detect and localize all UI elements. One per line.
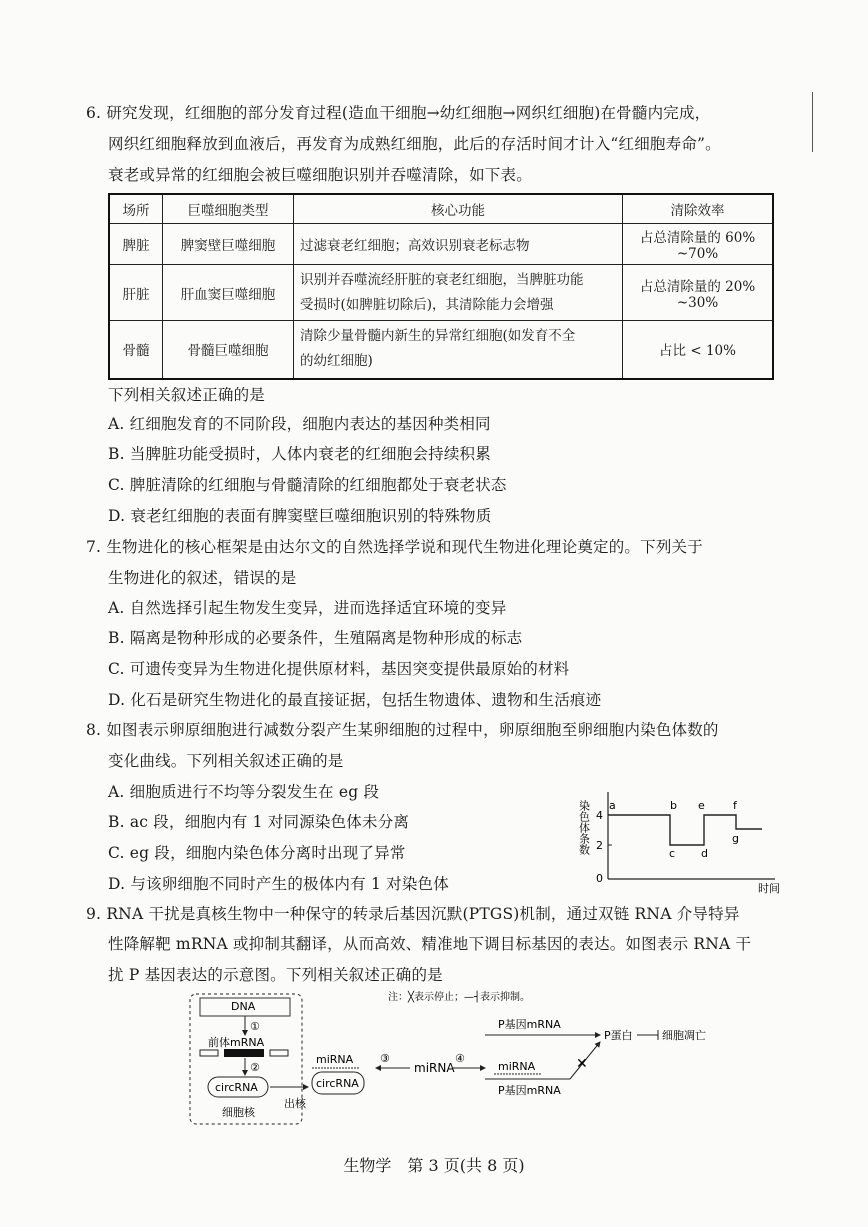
point-label-f: f (733, 799, 737, 812)
table-row (109, 265, 773, 321)
q6-prompt: 下列相关叙述正确的是 (108, 386, 266, 404)
table-row (109, 321, 773, 379)
cell-text: 过滤衰老红细胞；高效识别衰老标志物 (300, 238, 530, 254)
table-cell: 脾窦壁巨噬细胞 (163, 224, 294, 265)
q6-stem-line-3: 衰老或异常的红细胞会被巨噬细胞识别并吞噬清除，如下表。 (108, 166, 532, 184)
q6-stem-line-2: 网织红细胞释放到血液后，再发育为成熟红细胞，此后的存活时间才计入“红细胞寿命”。 (108, 135, 721, 153)
graph-ytick: 4 (596, 809, 603, 822)
q8-option-b: B. ac 段，细胞内有 1 对同源染色体未分离 (108, 813, 410, 831)
table-cell: 脾脏 (109, 224, 163, 265)
point-label-d: d (701, 847, 708, 860)
circrna-label: circRNA (215, 1081, 258, 1094)
bound-mirna-label: miRNA (316, 1053, 354, 1066)
intron-block (224, 1049, 264, 1057)
table-cell: 肝脏 (109, 265, 163, 321)
q6-stem-line-1: 6. 研究发现，红细胞的部分发育过程(造血干细胞→幼红细胞→网织红细胞)在骨髓内完成， (86, 104, 711, 122)
q7-option-b: B. 隔离是物种形成的必要条件，生殖隔离是物种形成的标志 (108, 629, 523, 647)
step1-label: ① (250, 1020, 260, 1033)
page-footer: 生物学 第 3 页(共 8 页) (343, 1156, 525, 1175)
q6-option-b: B. 当脾脏功能受损时，人体内衰老的红细胞会持续积累 (108, 445, 491, 463)
q7-option-a: A. 自然选择引起生物发生变异，进而选择适宜环境的变异 (108, 599, 507, 617)
graph-ytick: 0 (596, 872, 603, 885)
dna-label: DNA (231, 1000, 256, 1013)
mirna-on-p-label: miRNA (498, 1060, 536, 1073)
table-cell: 占总清除量的 20% ~30% (623, 265, 774, 321)
macrophage-table (108, 193, 774, 380)
legend-note: 注：╳表示停止；—┤表示抑制。 (388, 992, 531, 1003)
q9-stem-line-2: 性降解靶 mRNA 或抑制其翻译，从而高效、精准地下调目标基因的表达。如图表示 RNA 干 (108, 935, 752, 953)
q8-option-a: A. 细胞质进行不均等分裂发生在 eg 段 (108, 783, 380, 801)
circrna2-label: circRNA (316, 1077, 359, 1090)
point-label-c: c (669, 847, 676, 860)
table-header: 核心功能 (294, 194, 623, 224)
table-row (109, 224, 773, 265)
q6-option-a: A. 红细胞发育的不同阶段，细胞内表达的基因种类相同 (108, 415, 491, 433)
rna-interference-diagram (180, 990, 740, 1130)
table-cell: 占总清除量的 60% ~70% (623, 224, 774, 265)
exon-right (270, 1050, 288, 1056)
chromosome-count-graph (570, 790, 790, 900)
table-cell: 骨髓 (109, 321, 163, 379)
step4-label: ④ (455, 1052, 465, 1065)
point-label-a: a (609, 799, 616, 812)
table-header: 场所 (109, 194, 163, 224)
q8-stem-line-2: 变化曲线。下列相关叙述正确的是 (108, 752, 344, 770)
table-header-row (109, 194, 773, 224)
table-cell (294, 265, 623, 321)
table-cell: 占比 < 10% (623, 321, 774, 379)
export-label: 出核 (284, 1097, 306, 1110)
page-edge-line (812, 92, 813, 152)
q7-stem-line-2: 生物进化的叙述，错误的是 (108, 569, 297, 587)
q9-stem-line-3: 扰 P 基因表达的示意图。下列相关叙述正确的是 (108, 966, 443, 984)
table-cell (294, 224, 623, 265)
point-label-b: b (670, 799, 677, 812)
table-header: 清除效率 (623, 194, 774, 224)
table-cell: 肝血窦巨噬细胞 (163, 265, 294, 321)
cell-text: 清除少量骨髓内新生的异常红细胞(如发育不全 (300, 328, 576, 345)
apoptosis-label: 细胞凋亡 (662, 1029, 706, 1042)
table-cell (294, 321, 623, 379)
exon-left (200, 1050, 218, 1056)
p-mrna-bottom-label: P基因mRNA (498, 1084, 561, 1097)
p-mrna-top-label: P基因mRNA (498, 1018, 561, 1031)
q8-option-c: C. eg 段，细胞内染色体分离时出现了异常 (108, 844, 406, 862)
cell-text: 受损时(如脾脏切除后)，其清除能力会增强 (300, 296, 554, 313)
step2-label: ② (250, 1061, 260, 1074)
stop-mark-icon: ✕ (576, 1056, 588, 1072)
q8-option-d: D. 与该卵细胞不同时产生的极体内有 1 对染色体 (108, 875, 449, 893)
free-mirna-label: miRNA (414, 1061, 455, 1075)
q6-option-c: C. 脾脏清除的红细胞与骨髓清除的红细胞都处于衰老状态 (108, 476, 507, 494)
q7-stem-line-1: 7. 生物进化的核心框架是由达尔文的自然选择学说和现代生物进化理论奠定的。下列关于 (86, 538, 703, 556)
table-header: 巨噬细胞类型 (163, 194, 294, 224)
point-label-g: g (732, 832, 739, 845)
cell-text: 识别并吞噬流经肝脏的衰老红细胞，当脾脏功能 (300, 271, 584, 288)
step3-label: ③ (380, 1052, 390, 1065)
table-cell: 骨髓巨噬细胞 (163, 321, 294, 379)
q6-option-d: D. 衰老红细胞的表面有脾窦壁巨噬细胞识别的特殊物质 (108, 507, 492, 525)
graph-ytick: 2 (596, 839, 603, 852)
graph-xlabel: 时间 (758, 882, 780, 895)
point-label-e: e (698, 799, 705, 812)
nucleus-label: 细胞核 (222, 1106, 255, 1119)
q9-stem-line-1: 9. RNA 干扰是真核生物中一种保守的转录后基因沉默(PTGS)机制，通过双链 RNA 介导特异 (86, 905, 740, 923)
q7-option-c: C. 可遗传变异为生物进化提供原材料，基因突变提供最原始的材料 (108, 660, 570, 678)
cell-text: 的幼红细胞) (300, 353, 373, 370)
q8-stem-line-1: 8. 如图表示卵原细胞进行减数分裂产生某卵细胞的过程中，卵原细胞至卵细胞内染色体数的 (86, 721, 719, 739)
q7-option-d: D. 化石是研究生物进化的最直接证据，包括生物遗体、遗物和生活痕迹 (108, 691, 602, 709)
p-protein-label: P蛋白 (604, 1029, 633, 1042)
pre-mrna-label: 前体mRNA (208, 1036, 265, 1049)
graph-ylabel: 染色体条数 (577, 800, 591, 855)
